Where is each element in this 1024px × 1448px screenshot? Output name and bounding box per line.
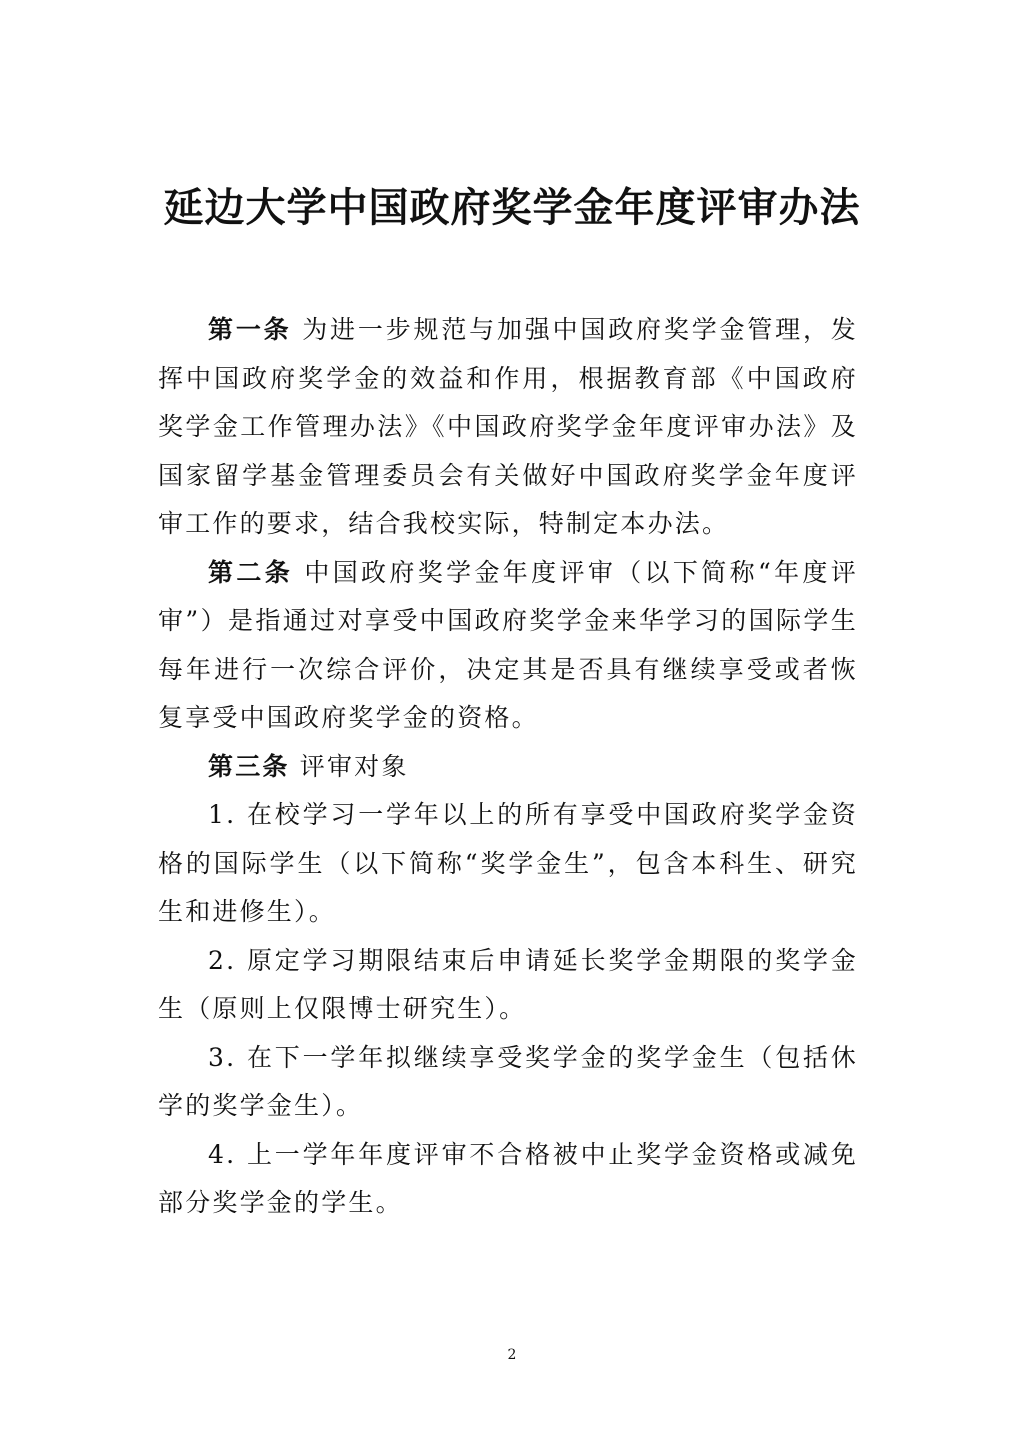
page-number: 2 <box>507 1347 517 1363</box>
article-1-paragraph <box>158 306 858 549</box>
document-title: 延边大学中国政府奖学金年度评审办法 <box>163 184 861 231</box>
document-body <box>158 306 858 1228</box>
article-2-text: 中国政府奖学金年度评审（以下简称“年度评审”）是指通过对享受中国政府奖学金来华学习的国际学生每年进行一次综合评价，决定其是否具有继续享受或者恢复享受中国政府奖学金的资格。 <box>158 557 858 732</box>
article-3-item-4: 4. 上一学年年度评审不合格被中止奖学金资格或减免部分奖学金的学生。 <box>158 1139 858 1217</box>
article-3-text: 评审对象 <box>299 751 409 781</box>
article-3-label: 第三条 <box>208 751 290 781</box>
article-3-item-3: 3. 在下一学年拟继续享受奖学金的奖学金生（包括休学的奖学金生）。 <box>158 1042 858 1120</box>
article-2-label: 第二条 <box>208 557 294 587</box>
article-1-label: 第一条 <box>208 315 292 344</box>
article-1-text: 为进一步规范与加强中国政府奖学金管理，发挥中国政府奖学金的效益和作用，根据教育部《中国政府奖学金工作管理办法》《中国政府奖学金年度评审办法》及国家留学基金管理委员会有关做好中国政府奖学金年度评审工作的要求，结合我校实际，特制定本办法。 <box>158 315 858 538</box>
article-3-item-1: 1. 在校学习一学年以上的所有享受中国政府奖学金资格的国际学生（以下简称“奖学金生”，包含本科生、研究生和进修生）。 <box>158 800 858 926</box>
article-3-item-2: 2. 原定学习期限结束后申请延长奖学金期限的奖学金生（原则上仅限博士研究生）。 <box>158 945 858 1023</box>
article-3-paragraph <box>158 743 858 792</box>
article-2-paragraph <box>158 549 858 743</box>
